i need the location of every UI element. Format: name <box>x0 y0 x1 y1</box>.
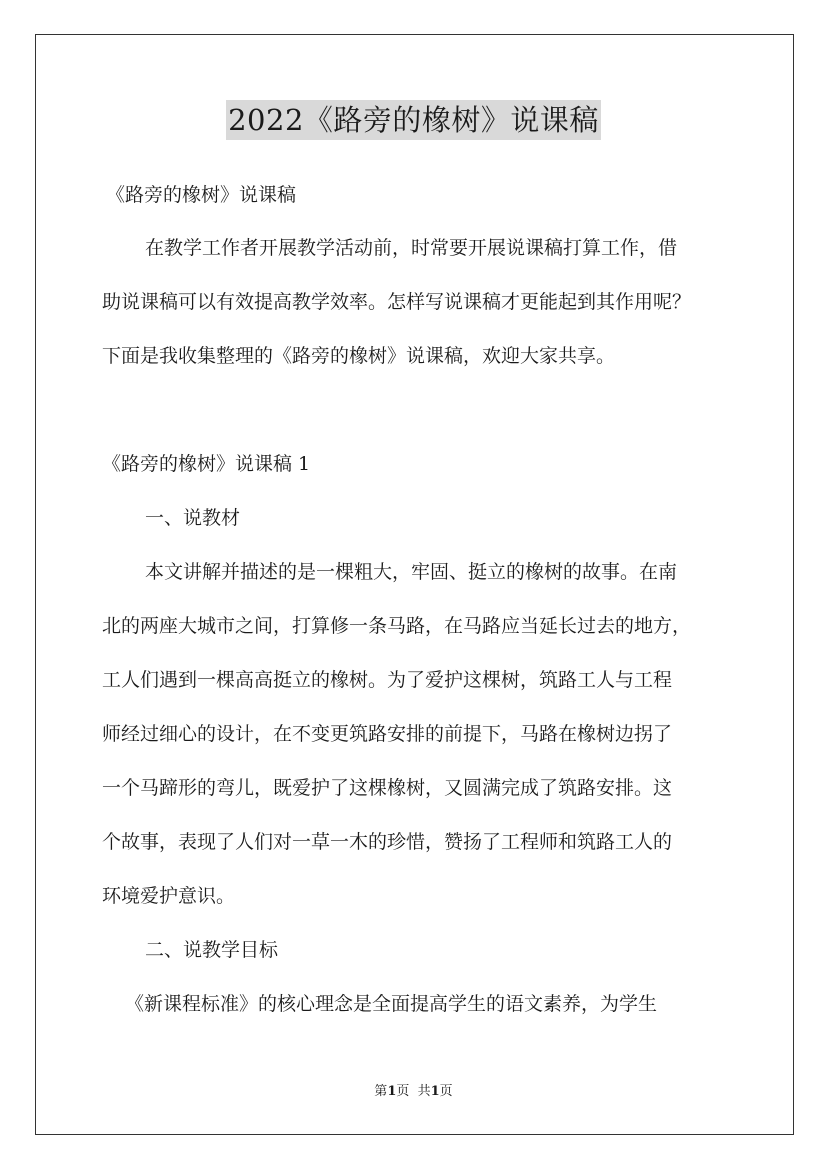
heading-teaching-goals: 二、说教学目标 <box>145 939 279 961</box>
page-footer <box>0 1083 827 1101</box>
body-line: 本文讲解并描述的是一棵粗大，牢固、挺立的橡树的故事。在南 <box>145 561 678 583</box>
footer-suffix: 页 <box>439 1084 453 1099</box>
heading-teaching-material: 一、说教材 <box>145 507 241 529</box>
section-title: 《路旁的橡树》说课稿 1 <box>102 453 311 475</box>
body-line: 师经过细心的设计，在不变更筑路安排的前提下，马路在橡树边拐了 <box>102 723 673 745</box>
intro-line-3: 下面是我收集整理的《路旁的橡树》说课稿，欢迎大家共享。 <box>102 345 616 367</box>
intro-line-2: 助说课稿可以有效提高教学效率。怎样写说课稿才更能起到其作用呢？ <box>102 291 692 313</box>
title-container <box>0 100 827 140</box>
body-line: 北的两座大城市之间，打算修一条马路，在马路应当延长过去的地方， <box>102 615 692 637</box>
body-line: 《新课程标准》的核心理念是全面提高学生的语文素养，为学生 <box>125 993 658 1015</box>
intro-line-1: 在教学工作者开展教学活动前，时常要开展说课稿打算工作，借 <box>145 237 678 259</box>
body-line: 一个马蹄形的弯儿，既爱护了这棵橡树，又圆满完成了筑路安排。这 <box>102 777 673 799</box>
document-title: 2022《路旁的橡树》说课稿 <box>226 100 601 140</box>
body-line: 个故事，表现了人们对一草一木的珍惜，赞扬了工程师和筑路工人的 <box>102 831 673 853</box>
body-line: 工人们遇到一棵高高挺立的橡树。为了爱护这棵树，筑路工人与工程 <box>102 669 673 691</box>
footer-total-pages: 1 <box>430 1084 440 1099</box>
footer-mid: 页 共 <box>396 1084 431 1099</box>
document-subtitle: 《路旁的橡树》说课稿 <box>106 184 297 206</box>
body-line: 环境爱护意识。 <box>102 885 236 907</box>
footer-prefix: 第 <box>374 1084 388 1099</box>
footer-page-number: 1 <box>387 1084 397 1099</box>
